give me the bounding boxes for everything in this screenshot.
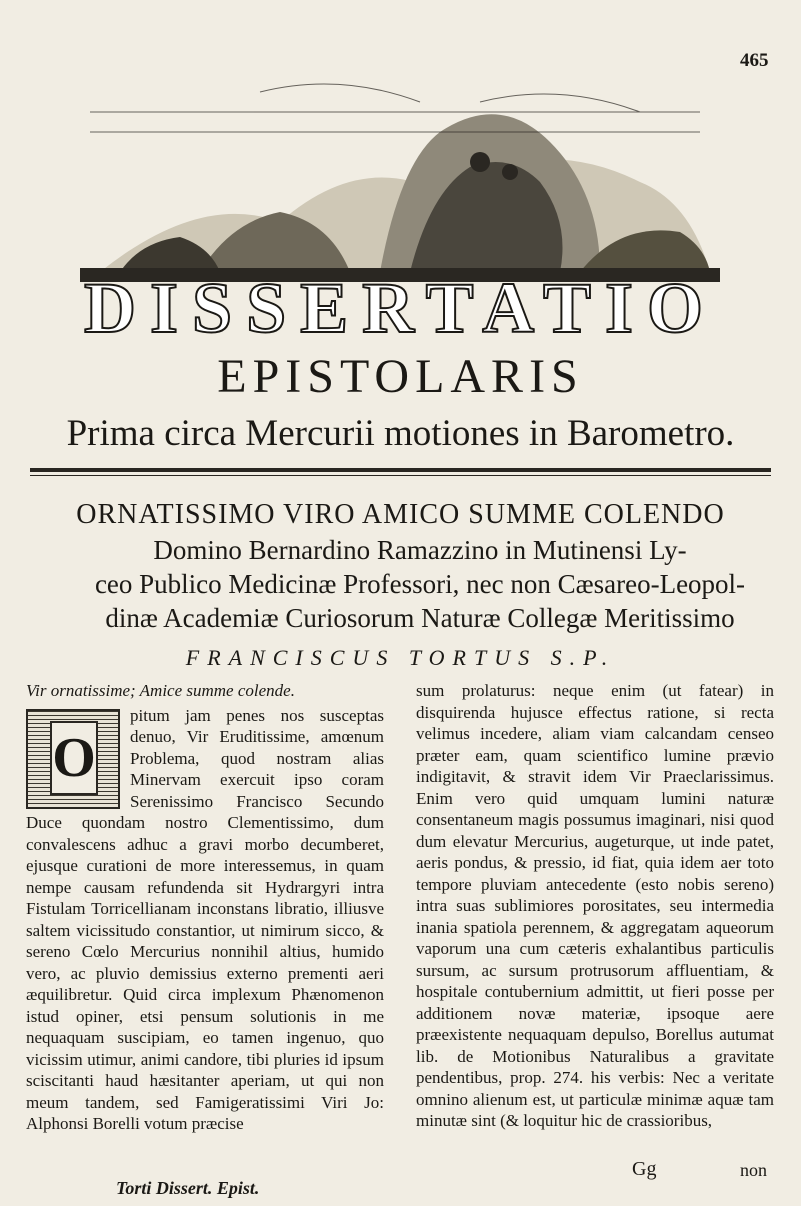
title-dissertatio: DISSERTATIO	[84, 268, 717, 348]
dedication-line-1: ORNATISSIMO VIRO AMICO SUMME COLENDO	[76, 499, 725, 530]
author-name: FRANCISCUS TORTUS S.P.	[185, 645, 616, 670]
dedication-line-4: dinæ Academiæ Curiosorum Naturæ Collegæ Meritissimo	[105, 603, 735, 633]
dedication-line-2: Domino Bernardino Ramazzino in Mutinensi Ly-	[153, 535, 687, 565]
right-column	[416, 680, 774, 1132]
right-column-text: sum prolaturus: neque enim (ut fatear) in disquirenda hujusce effectus ratione, si recta velimus incedere, aliam viam calcandam censeo præter eam, quam scientifico lumine prævio indigitavit, & stravit idem Vir Praeclarissimus. Enim vero quid umquam lumini naturæ consentaneum magis possumus imaginari, nisi quod dum elevatur Mercurius, augeturque, ut inde patet, aeris pondus, & pressio, id fiat, quia idem aer toto tempore pluviam antecedente (esto nobis sereno) intra suas sublimiores porositates, seu intermedia inania spatiola perennem, & aggregatam aqueorum vaporum una cum cæteris exhalantibus particulis sursum, ac sursum protrusorum affluentiam, & hospitale contubernium admittit, ut fieri posse per additionem novæ materiæ, ipsoque aere præexistente nequaquam depulso, Borellus autumat lib. de Motionibus Naturalibus a gravitate pendentibus, prop. 274. his verbis: Nec a veritate omnino alienum est, ut particulæ minimæ aquæ tam minutæ sint (& loquitur hic de crassioribus,	[416, 681, 774, 1130]
left-column-text: pitum jam penes nos susceptas denuo, Vir Eruditissime, amœnum Problema, quod nostram alias Minervam exercuit ipso coram Serenissimo Francisco Secundo Duce quondam nostro Clementissimo, dum convalescens adhuc a gravi morbo decumberet, ejusque curationi de more interessemus, in quam nempe causam refundenda sit Hydrargyri intra Fistulam Torricellianam inconstans libratio, illiusve saltem vicissitudo constantior, ut nimirum sicco, & sereno Cœlo Mercurius nonnihil altius, humido vero, ac pluvio demissius externo prementi aeri æquilibretur. Quid circa implexum Phænomenon istud opiner, etsi pensum solutionis in me nequaquam suscipiam, eo tamen ingenuo, quo vicissim utimur, animi candore, tibi pluries id ipsum sciscitanti haud hæsitanter aperiam, ut qui non meum tandem, sed Famigeratissimi Viri Jo: Alphonsi Borelli votum præcise	[26, 705, 384, 1133]
engraved-headpiece-illustration	[80, 72, 720, 282]
signature-mark: Gg	[632, 1158, 657, 1180]
subtitle: Prima circa Mercurii motiones in Barometro.	[66, 413, 735, 454]
page-number: 465	[740, 50, 769, 71]
dedication-line-3: ceo Publico Medicinæ Professori, nec non Cæsareo-Leopol-	[94, 569, 746, 599]
catchword: non	[740, 1160, 767, 1180]
running-title: Torti Dissert. Epist.	[116, 1178, 260, 1198]
left-column	[26, 680, 384, 1135]
thin-rule	[30, 475, 771, 476]
title-epistolaris: EPISTOLARIS	[217, 350, 584, 403]
initial-letter: O	[50, 721, 98, 795]
thick-rule	[30, 468, 771, 472]
decorated-initial	[26, 709, 120, 809]
salutation: Vir ornatissime; Amice summe colende.	[26, 681, 295, 700]
